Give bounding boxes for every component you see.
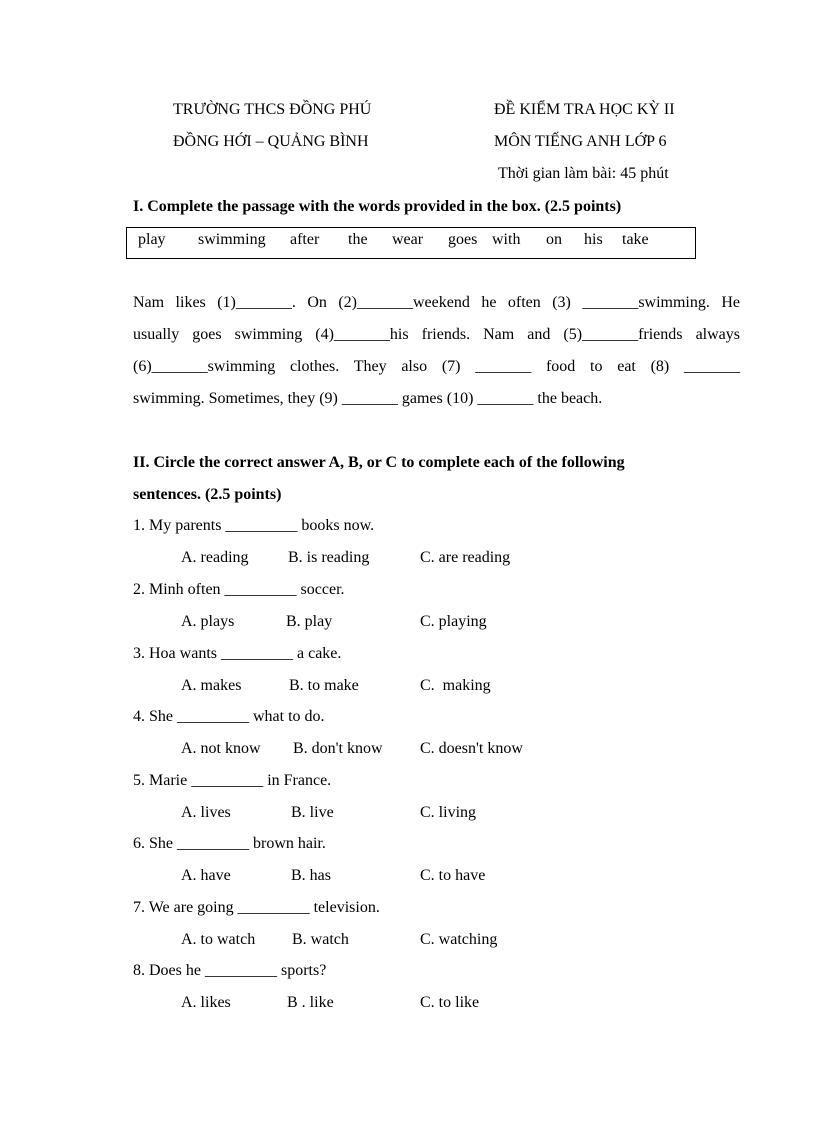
passage-line: swimming. Sometimes, they (9) _______ games (10) _______ the beach. — [133, 390, 603, 407]
option-a[interactable]: A. likes — [181, 994, 231, 1011]
option-b[interactable]: B. to make — [289, 677, 359, 694]
option-b[interactable]: B. live — [291, 804, 334, 821]
word-box-item: goes — [448, 231, 478, 248]
word-box-item: take — [622, 231, 649, 248]
option-b[interactable]: B. don't know — [293, 740, 383, 757]
word-box-item: with — [492, 231, 521, 248]
word-box-item: swimming — [198, 231, 266, 248]
option-a[interactable]: A. makes — [181, 677, 242, 694]
passage-line: (6)_______swimming clothes. They also (7) _______ food to eat (8) _______ — [133, 358, 740, 375]
question-6: 6. She _________ brown hair. — [133, 835, 326, 852]
option-c[interactable]: C. watching — [420, 931, 498, 948]
option-b[interactable]: B. watch — [292, 931, 349, 948]
word-box-item: on — [546, 231, 562, 248]
option-c[interactable]: C. to have — [420, 867, 486, 884]
passage-line: usually goes swimming (4)_______his friends. Nam and (5)_______friends always — [133, 326, 740, 343]
option-c[interactable]: C. living — [420, 804, 477, 821]
word-box-item: the — [348, 231, 368, 248]
option-c[interactable]: C. playing — [420, 613, 487, 630]
exam-time: Thời gian làm bài: 45 phút — [498, 165, 669, 182]
option-c[interactable]: C. to like — [420, 994, 480, 1011]
word-box — [126, 227, 696, 259]
question-4: 4. She _________ what to do. — [133, 708, 325, 725]
question-8: 8. Does he _________ sports? — [133, 962, 327, 979]
word-box-item: play — [138, 231, 166, 248]
option-b[interactable]: B. play — [286, 613, 333, 630]
option-b[interactable]: B. has — [291, 867, 331, 884]
option-c[interactable]: C. are reading — [420, 549, 511, 566]
option-c[interactable]: C. doesn't know — [420, 740, 523, 757]
question-2: 2. Minh often _________ soccer. — [133, 581, 345, 598]
option-a[interactable]: A. plays — [181, 613, 235, 630]
word-box-item: his — [584, 231, 603, 248]
school-name: TRƯỜNG THCS ĐỒNG PHÚ — [173, 101, 372, 118]
school-location: ĐỒNG HỚI – QUẢNG BÌNH — [173, 133, 369, 150]
section2-title: II. Circle the correct answer A, B, or C to complete each of the following — [133, 454, 625, 471]
option-a[interactable]: A. to watch — [181, 931, 256, 948]
question-3: 3. Hoa wants _________ a cake. — [133, 645, 342, 662]
option-c[interactable]: C. making — [420, 677, 491, 694]
word-box-item: after — [290, 231, 320, 248]
exam-title: ĐỀ KIỂM TRA HỌC KỲ II — [494, 101, 675, 118]
question-7: 7. We are going _________ television. — [133, 899, 380, 916]
option-a[interactable]: A. not know — [181, 740, 261, 757]
question-1: 1. My parents _________ books now. — [133, 517, 375, 534]
option-a[interactable]: A. have — [181, 867, 231, 884]
option-a[interactable]: A. lives — [181, 804, 231, 821]
option-b[interactable]: B . like — [287, 994, 334, 1011]
exam-subject: MÔN TIẾNG ANH LỚP 6 — [494, 133, 667, 150]
section1-title: I. Complete the passage with the words provided in the box. (2.5 points) — [133, 198, 622, 215]
question-5: 5. Marie _________ in France. — [133, 772, 332, 789]
passage-line: Nam likes (1)_______. On (2)_______weekend he often (3) _______swimming. He — [133, 294, 740, 311]
word-box-item: wear — [392, 231, 424, 248]
option-a[interactable]: A. reading — [181, 549, 249, 566]
option-b[interactable]: B. is reading — [288, 549, 370, 566]
section2-title-cont: sentences. (2.5 points) — [133, 486, 282, 503]
